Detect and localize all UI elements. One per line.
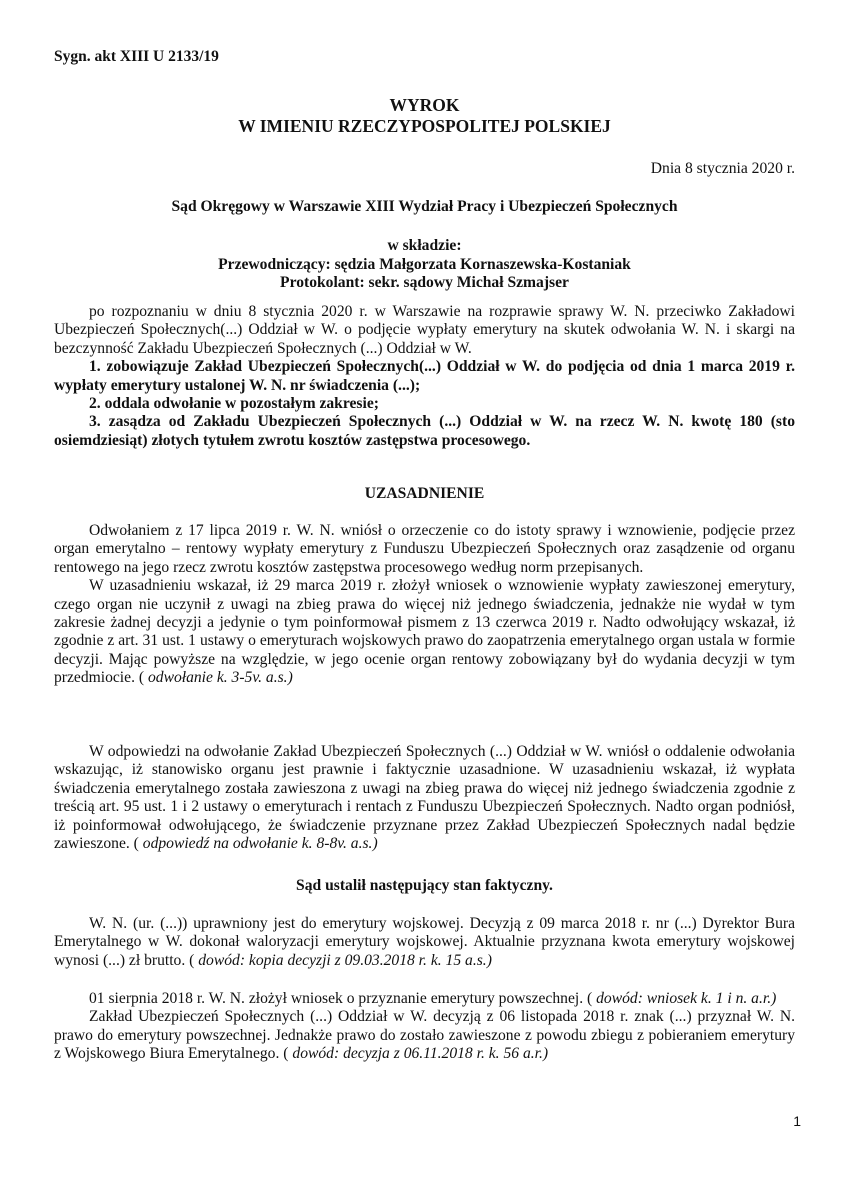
para-2-text: W uzasadnieniu wskazał, iż 29 marca 2019 r. złożył wniosek o wznowienie wypłaty zawieszonej emerytury, czego organ nie uczynił z uwagi na zbieg prawa do więcej niż jednego świadczenia, jednakże nie wydał w tym zakresie żadnej decyzji a jedynie o tym poinformował pismem z 13 czerwca 2019 r. Nadto odwołujący wskazał, iż zgodnie z art. 31 ust. 1 ustawy o emeryturach wojskowych prawo do zaopatrzenia emerytalnego organ ustala w formie decyzji. Mając powyższe na względzie, w jego ocenie organ rentowy zobowiązany był do wydania decyzji w tym przedmiocie. ( bbox=[54, 577, 795, 687]
para-6-citation: dowód: decyzja z 06.11.2018 r. k. 56 a.r.) bbox=[292, 1045, 549, 1063]
court-name: Sąd Okręgowy w Warszawie XIII Wydział Pracy i Ubezpieczeń Społecznych bbox=[171, 198, 678, 215]
composition-label: w składzie: bbox=[387, 237, 462, 254]
justification-body-2 bbox=[54, 743, 795, 853]
justification-para-3 bbox=[54, 743, 795, 853]
para-5-citation: dowód: wniosek k. 1 i n. a.r.) bbox=[596, 990, 777, 1007]
para-3-text: W odpowiedzi na odwołanie Zakład Ubezpieczeń Społecznych (...) Oddział w W. wniósł o oddalenie odwołania wskazując, iż stanowisko organu jest prawnie i faktycznie uzasadnione. W uzasadnieniu wskazał, iż wypłata świadczenia emerytalnego została zawieszona z uwagi na zbieg prawa do więcej niż jednego świadczenia zgodnie z treścią art. 95 ust. 1 i 2 ustawy o emeryturach i rentach z Funduszu Ubezpieczeń Społecznych. Nadto organ podniósł, iż poinformował odwołującego, że świadczenie przyznane przez Zakład Ubezpieczeń Społecznych nadal będzie zawieszone. ( bbox=[54, 743, 795, 853]
verdict-title: WYROK bbox=[389, 95, 460, 115]
case-signature: Sygn. akt XIII U 2133/19 bbox=[54, 48, 219, 65]
page-number: 1 bbox=[793, 1113, 801, 1129]
verdict-subtitle: W IMIENIU RZECZYPOSPOLITEJ POLSKIEJ bbox=[238, 116, 611, 136]
para-6-text: Zakład Ubezpieczeń Społecznych (...) Oddział w W. decyzją z 06 listopada 2018 r. znak (...) przyznał W. N. prawo do emerytury powszechnej. Jednakże prawo do zostało zawieszone z powodu zbiegu z pobieraniem emerytury z Wojskowego Biura Emerytalnego. ( bbox=[54, 1008, 795, 1063]
verdict-date: Dnia 8 stycznia 2020 r. bbox=[650, 160, 795, 177]
facts-para-3 bbox=[54, 1008, 795, 1063]
justification-heading: UZASADNIENIE bbox=[364, 485, 485, 502]
justification-body-1 bbox=[54, 522, 795, 688]
chair-judge: Przewodniczący: sędzia Małgorzata Kornaszewska-Kostaniak bbox=[218, 256, 631, 273]
verdict-point-2: 2. oddala odwołanie w pozostałym zakresie; bbox=[89, 395, 379, 413]
para-4-text: W. N. (ur. (...)) uprawniony jest do emerytury wojskowej. Decyzją z 09 marca 2018 r. nr (...) Dyrektor Bura Emerytalnego w W. dokonał waloryzacji emerytury wojskowej. Aktualnie przyznana kwota emerytury wojskowej wynosi (...) zł brutto. ( bbox=[54, 915, 795, 969]
court-clerk: Protokolant: sekr. sądowy Michał Szmajser bbox=[280, 274, 569, 291]
para-2-citation: odwołanie k. 3-5v. a.s.) bbox=[147, 669, 293, 687]
facts-para-2 bbox=[54, 990, 795, 1008]
para-3-citation: odpowiedź na odwołanie k. 8-8v. a.s.) bbox=[142, 835, 378, 853]
facts-body-1 bbox=[54, 915, 795, 970]
para-4-citation: dowód: kopia decyzji z 09.03.2018 r. k. 15 a.s.) bbox=[198, 951, 492, 969]
verdict-point-1: 1. zobowiązuje Zakład Ubezpieczeń Społecznych(...) Oddział w W. do podjęcia od dnia 1 marca 2019 r. wypłaty emerytury ustalonej W. N. nr świadczenia (...); bbox=[54, 358, 795, 394]
facts-body-2 bbox=[54, 990, 795, 1064]
justification-para-1: Odwołaniem z 17 lipca 2019 r. W. N. wniósł o orzeczenie co do istoty sprawy i wznowienie, podjęcie przez organ emerytalno – rentowy wypłaty emerytury z Funduszu Ubezpieczeń Społecznych oraz zasądzenie od organu rentowego na jego rzecz zwrotu kosztów zastępstwa procesowego według norm przepisanych. bbox=[54, 522, 795, 576]
verdict-point-3: 3. zasądza od Zakładu Ubezpieczeń Społecznych (...) Oddział w W. na rzecz W. N. kwotę 180 (sto osiemdziesiąt) złotych tytułem zwrotu kosztów zastępstwa procesowego. bbox=[54, 413, 795, 449]
verdict-intro: po rozpoznaniu w dniu 8 stycznia 2020 r. w Warszawie na rozprawie sprawy W. N. przeciwko Zakładowi Ubezpieczeń Społecznych(...) Oddział w W. o podjęcie wypłaty emerytury na skutek odwołania W. N. i skargi na bezczynność Zakładu Ubezpieczeń Społecznych (...) Oddział w W. bbox=[54, 303, 795, 357]
justification-para-2 bbox=[54, 577, 795, 687]
facts-para-1 bbox=[54, 915, 795, 970]
facts-heading: Sąd ustalił następujący stan faktyczny. bbox=[296, 877, 553, 894]
verdict-body bbox=[54, 303, 795, 450]
para-5-text: 01 sierpnia 2018 r. W. N. złożył wniosek o przyznanie emerytury powszechnej. ( bbox=[89, 990, 593, 1007]
